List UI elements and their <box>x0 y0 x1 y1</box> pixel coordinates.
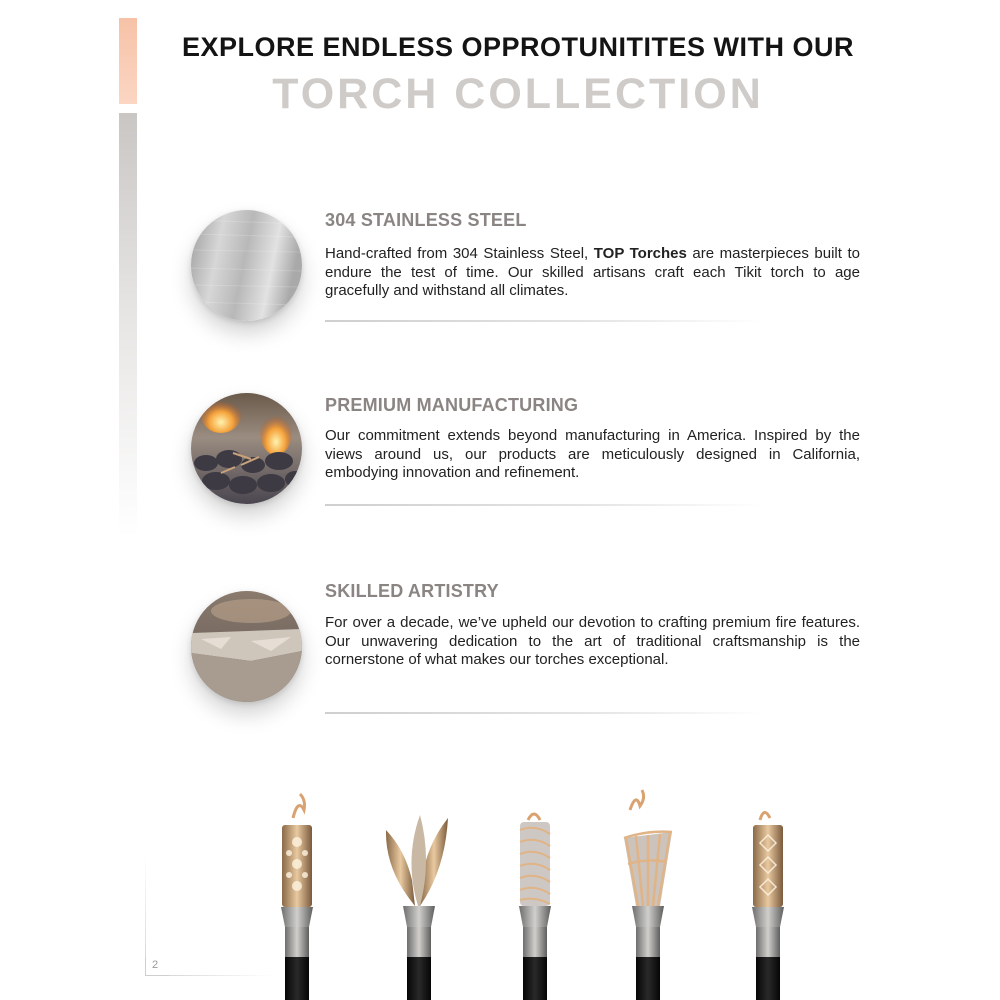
feature-heading: SKILLED ARTISTRY <box>325 581 499 601</box>
page-corner-line <box>145 855 146 960</box>
lotus-torch <box>386 815 448 1000</box>
feature-description: Hand-crafted from 304 Stainless Steel, TOP Torches are masterpieces built to endure the test of time. Our skilled artisans craft each Tikit torch to age gracefully and withstand all climates. <box>325 245 861 299</box>
brand-name: TOP Torches <box>593 245 687 262</box>
page-title: EXPLORE ENDLESS OPPROTUNITITES WITH OUR <box>181 32 855 62</box>
feature-description: Our commitment extends beyond manufacturing in America. Inspired by the views around us, our products are meticulously designed in California, embodying innovation and refinement. <box>325 427 860 481</box>
cylinder-pattern-torch <box>281 794 313 1000</box>
page-subtitle: TORCH COLLECTION <box>272 70 764 118</box>
cage-torch <box>624 790 672 1000</box>
side-gradient-bar <box>119 113 137 538</box>
page-number: 2 <box>145 958 169 976</box>
feature-description: For over a decade, we’ve upheld our devotion to crafting premium fire features. Our unwavering dedication to the art of traditional craftsmanship is the cornerstone of what makes our torches exceptional. <box>325 614 860 668</box>
geometric-cylinder-torch <box>752 812 784 1000</box>
divider <box>325 504 765 506</box>
feature-heading: PREMIUM MANUFACTURING <box>325 395 579 415</box>
wire-wrap-torch <box>519 814 551 1000</box>
feature-heading: 304 STAINLESS STEEL <box>325 210 527 230</box>
brushed-steel-image <box>191 210 302 321</box>
concrete-fire-bowl-image <box>191 591 302 702</box>
fire-on-lava-rocks-image <box>191 393 302 504</box>
divider <box>325 712 765 714</box>
page-corner-line <box>169 975 274 976</box>
divider <box>325 320 765 322</box>
